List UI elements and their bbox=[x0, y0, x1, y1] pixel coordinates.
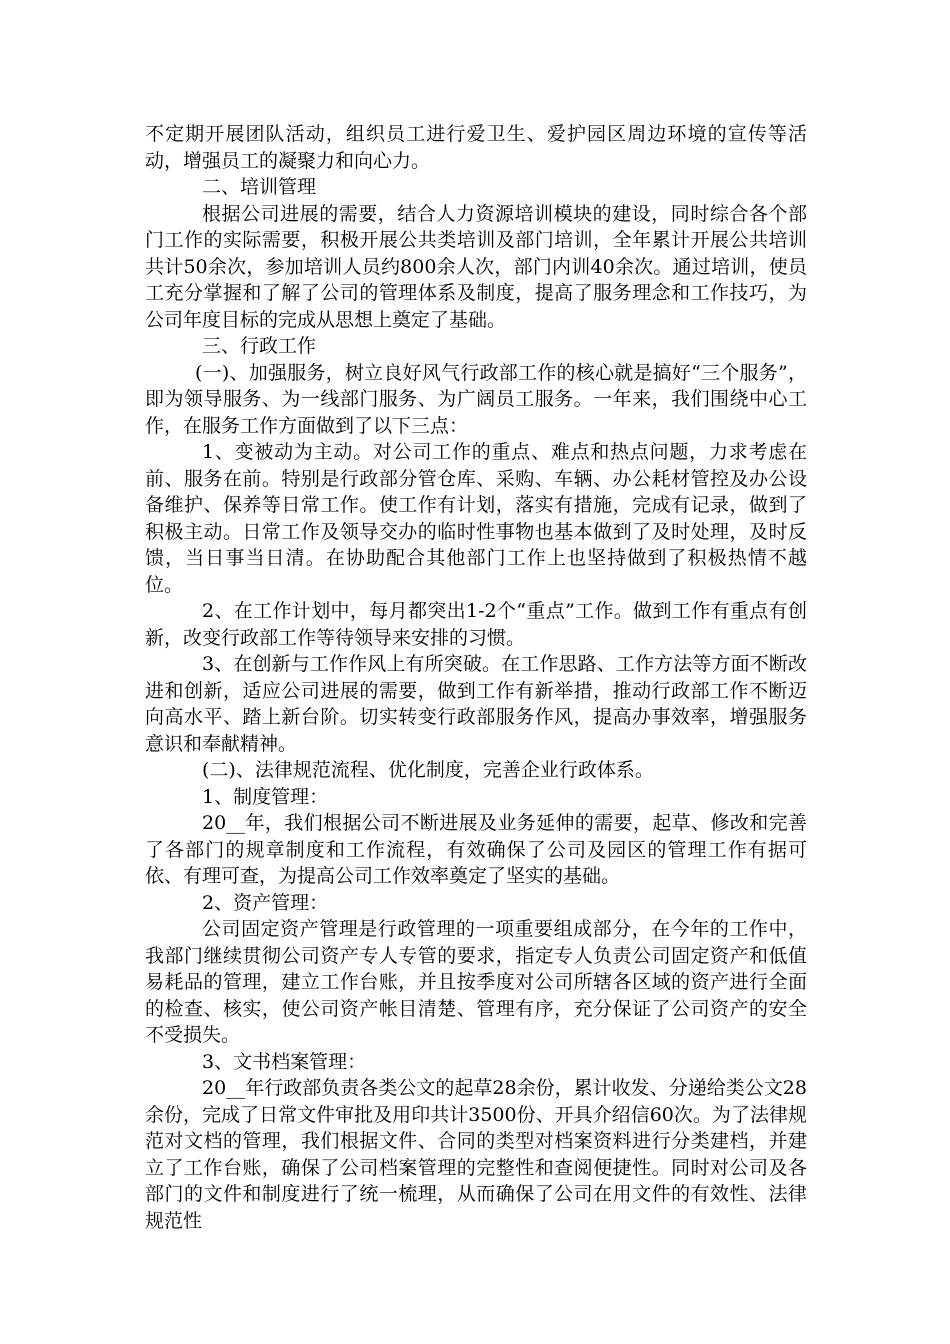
paragraph-point-3: 3、在创新与工作作风上有所突破。在工作思路、工作方法等方面不断改进和创新，适应公司进展的需要，做到工作有新举措，推动行政部工作不断迈向高水平、踏上新台阶。切实转变行政部服务作风，提高办事效率，增强服务意识和奉献精神。 bbox=[145, 653, 807, 755]
paragraph-training-body: 根据公司进展的需要，结合人力资源培训模块的建设，同时综合各个部门工作的实际需要，积极开展公共类培训及部门培训，全年累计开展公共培训共计50余次，参加培训人员约800余人次，部门内训40余次。通过培训，使员工充分掌握和了解了公司的管理体系及制度，提高了服务理念和工作技巧，为公司年度目标的完成从思想上奠定了基础。 bbox=[145, 202, 807, 331]
document-page bbox=[145, 121, 807, 1234]
heading-training-management: 二、培训管理 bbox=[202, 176, 317, 198]
paragraph-point-2: 2、在工作计划中，每月都突出1-2个“重点”工作。做到工作有重点有创新，改变行政部工作等待领导来安排的习惯。 bbox=[145, 600, 807, 649]
heading-administrative-work: 三、行政工作 bbox=[202, 335, 317, 357]
paragraph-system-management: 20__年，我们根据公司不断进展及业务延伸的需要，起草、修改和完善了各部门的规章制度和工作流程，有效确保了公司及园区的管理工作有据可依、有理可查，为提高公司工作效率奠定了坚实的基础。 bbox=[145, 812, 807, 887]
heading-asset-management: 2、资产管理： bbox=[202, 891, 329, 914]
heading-document-archive: 3、文书档案管理： bbox=[202, 1050, 367, 1073]
paragraph-asset-management: 公司固定资产管理是行政管理的一项重要组成部分，在今年的工作中，我部门继续贯彻公司资产专人专管的要求，指定专人负责公司固定资产和低值易耗品的管理，建立工作台账，并且按季度对公司所辖各区域的资产进行全面的检查、核实，使公司资产帐目清楚、管理有序，充分保证了公司资产的安全不受损失。 bbox=[145, 918, 807, 1046]
paragraph-document-archive: 20__年行政部负责各类公文的起草28余份，累计收发、分递给类公文28余份，完成了日常文件审批及用印共计3500份、开具介绍信60次。为了法律规范对文档的管理，我们根据文件、合同的类型对档案资料进行分类建档，并建立了工作台账，确保了公司档案管理的完整性和查阅便捷性。同时对公司及各部门的文件和制度进行了统一梳理，从而确保了公司在用文件的有效性、法律规范性 bbox=[145, 1077, 807, 1232]
paragraph-team-activities: 不定期开展团队活动，组织员工进行爱卫生、爱护园区周边环境的宣传等活动，增强员工的凝聚力和向心力。 bbox=[145, 123, 807, 172]
paragraph-point-1: 1、变被动为主动。对公司工作的重点、难点和热点问题，力求考虑在前、服务在前。特别是行政部分管仓库、采购、车辆、办公耗材管控及办公设备维护、保养等日常工作。使工作有计划，落实有措施，完成有记录，做到了积极主动。日常工作及领导交办的临时性事物也基本做到了及时处理，及时反馈，当日事当日清。在协助配合其他部门工作上也坚持做到了积极热情不越位。 bbox=[145, 441, 807, 596]
paragraph-legal-norms: (二)、法律规范流程、优化制度，完善企业行政体系。 bbox=[202, 759, 654, 781]
paragraph-strengthen-service: (一)、加强服务，树立良好风气行政部工作的核心就是搞好“三个服务”，即为领导服务、为一线部门服务、为广阔员工服务。一年来，我们围绕中心工作，在服务工作方面做到了以下三点： bbox=[145, 361, 807, 437]
heading-system-management: 1、制度管理： bbox=[202, 785, 329, 808]
